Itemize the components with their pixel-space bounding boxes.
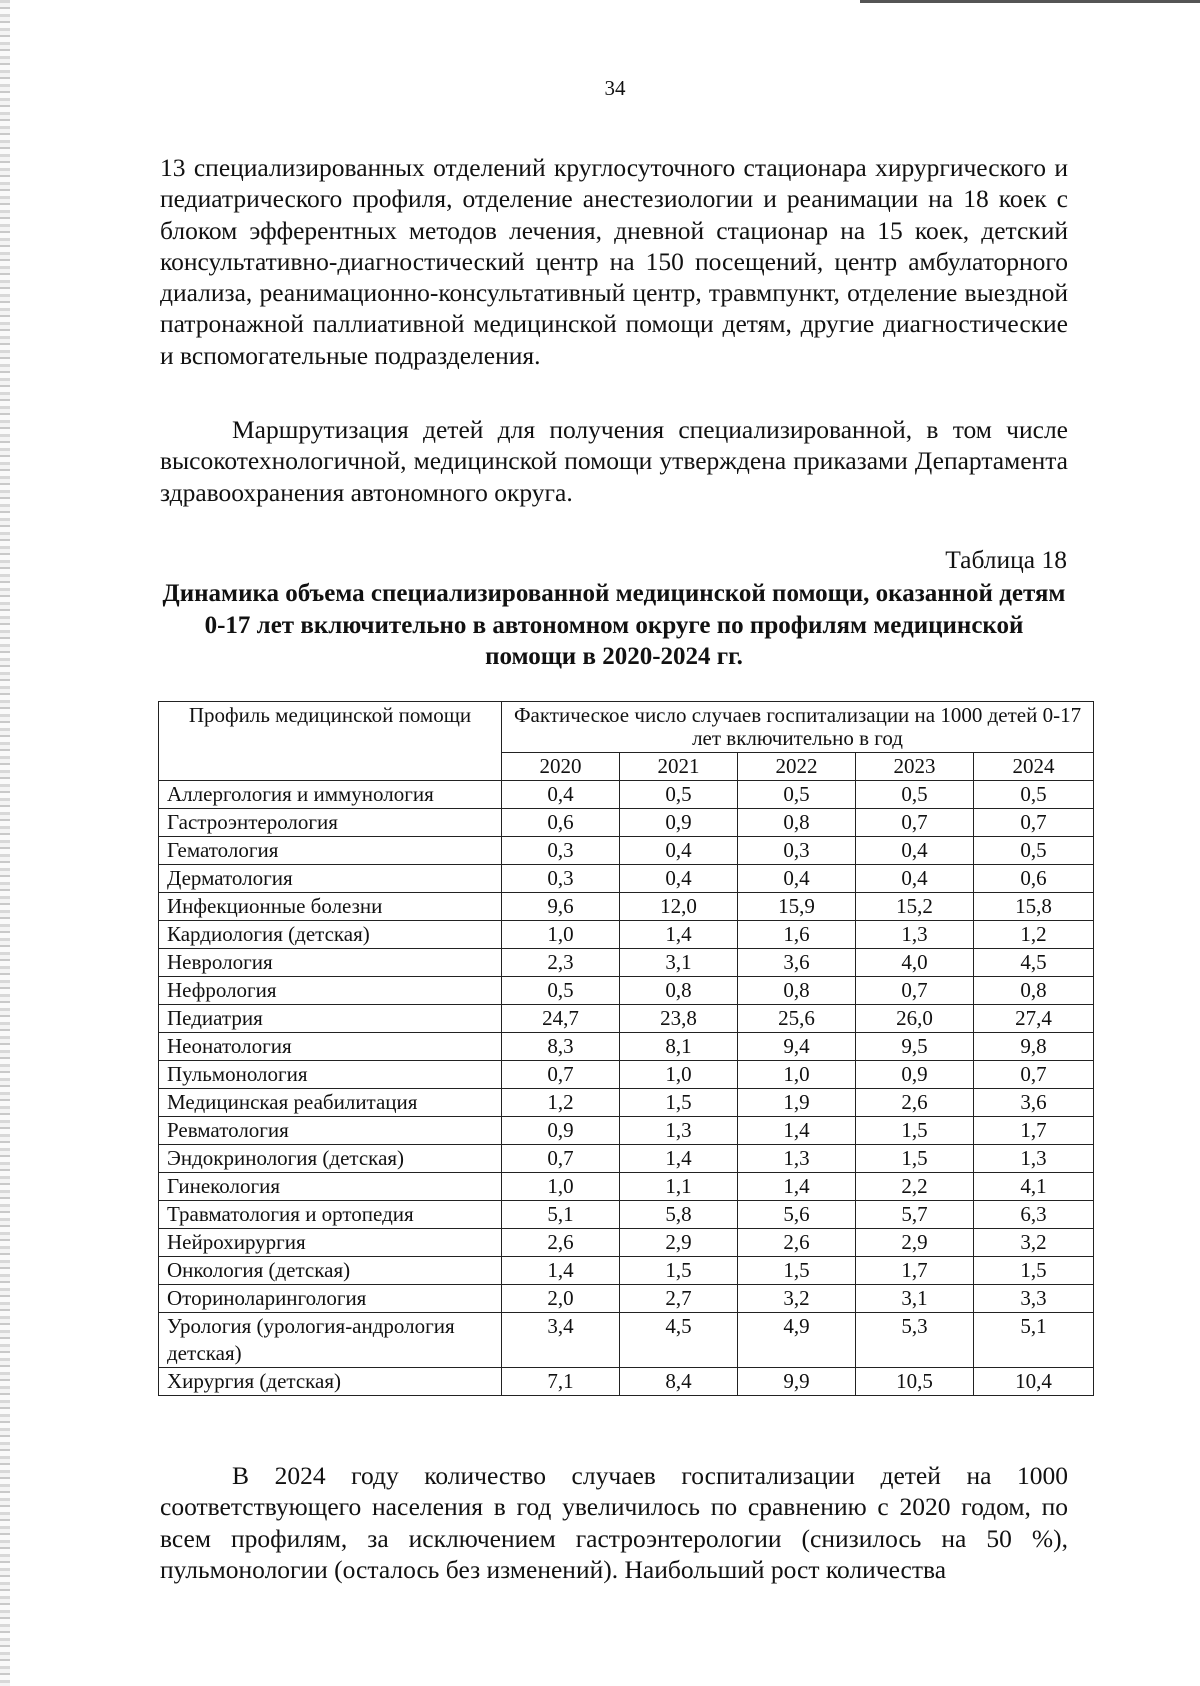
table-row [159, 1005, 1094, 1033]
profile-cell: Неонатология [159, 1033, 502, 1061]
value-cell: 15,8 [974, 893, 1094, 921]
table-row [159, 1201, 1094, 1229]
value-cell: 2,9 [856, 1229, 974, 1257]
value-cell: 1,5 [620, 1257, 738, 1285]
value-cell: 0,8 [620, 977, 738, 1005]
value-cell: 0,4 [502, 781, 620, 809]
value-cell: 9,8 [974, 1033, 1094, 1061]
value-cell: 1,4 [502, 1257, 620, 1285]
table-title: Динамика объема специализированной медицинской помощи, оказанной детям 0-17 лет включительно в автономном округе по профилям медицинской помощи в 2020-2024 гг. [162, 580, 1066, 670]
value-cell: 1,5 [620, 1089, 738, 1117]
value-cell: 3,2 [974, 1229, 1094, 1257]
value-cell: 10,4 [974, 1368, 1094, 1396]
value-cell: 1,7 [856, 1257, 974, 1285]
value-cell: 5,1 [974, 1313, 1094, 1368]
paragraph-1: 13 специализированных отделений круглосуточного стационара хирургического и педиатрического профиля, отделение анестезиологии и реанимации на 18 коек с блоком эфферентных методов лечения, дневной стационар на 15 коек, детский консультативно-диагностический центр на 150 посещений, центр амбулаторного диализа, реанимационно-консультативный центр, травмпункт, отделение выездной патронажной паллиативной медицинской помощи детям, другие диагностические и вспомогательные подразделения. [160, 153, 1068, 370]
table-row [159, 1313, 1094, 1368]
data-table [158, 701, 1094, 1396]
table-row [159, 1229, 1094, 1257]
header-year: 2024 [974, 753, 1094, 781]
value-cell: 4,5 [974, 949, 1094, 977]
table-body [159, 781, 1094, 1396]
table-row [159, 1173, 1094, 1201]
value-cell: 4,9 [738, 1313, 856, 1368]
scan-edge-top [860, 0, 1200, 3]
table-row [159, 1257, 1094, 1285]
value-cell: 0,7 [856, 809, 974, 837]
value-cell: 26,0 [856, 1005, 974, 1033]
value-cell: 3,3 [974, 1285, 1094, 1313]
value-cell: 1,4 [620, 921, 738, 949]
profile-cell: Нейрохирургия [159, 1229, 502, 1257]
profile-cell: Аллергология и иммунология [159, 781, 502, 809]
header-group: Фактическое число случаев госпитализации на 1000 детей 0-17 лет включительно в год [502, 702, 1094, 753]
value-cell: 0,8 [738, 809, 856, 837]
header-year: 2020 [502, 753, 620, 781]
value-cell: 2,6 [856, 1089, 974, 1117]
profile-cell: Урология (урология-андрология детская) [159, 1313, 502, 1368]
value-cell: 2,3 [502, 949, 620, 977]
value-cell: 15,2 [856, 893, 974, 921]
value-cell: 1,4 [620, 1145, 738, 1173]
value-cell: 0,3 [738, 837, 856, 865]
value-cell: 3,6 [974, 1089, 1094, 1117]
value-cell: 1,5 [738, 1257, 856, 1285]
value-cell: 0,6 [502, 809, 620, 837]
profile-cell: Неврология [159, 949, 502, 977]
value-cell: 2,9 [620, 1229, 738, 1257]
value-cell: 2,7 [620, 1285, 738, 1313]
value-cell: 1,0 [620, 1061, 738, 1089]
value-cell: 9,4 [738, 1033, 856, 1061]
table-row [159, 977, 1094, 1005]
value-cell: 5,6 [738, 1201, 856, 1229]
profile-cell: Травматология и ортопедия [159, 1201, 502, 1229]
value-cell: 4,5 [620, 1313, 738, 1368]
value-cell: 27,4 [974, 1005, 1094, 1033]
value-cell: 15,9 [738, 893, 856, 921]
value-cell: 0,9 [856, 1061, 974, 1089]
profile-cell: Пульмонология [159, 1061, 502, 1089]
value-cell: 8,3 [502, 1033, 620, 1061]
value-cell: 3,1 [620, 949, 738, 977]
value-cell: 3,2 [738, 1285, 856, 1313]
value-cell: 0,7 [502, 1145, 620, 1173]
value-cell: 8,1 [620, 1033, 738, 1061]
header-year: 2021 [620, 753, 738, 781]
value-cell: 0,4 [620, 837, 738, 865]
value-cell: 1,2 [974, 921, 1094, 949]
value-cell: 0,8 [974, 977, 1094, 1005]
value-cell: 1,3 [620, 1117, 738, 1145]
value-cell: 0,9 [620, 809, 738, 837]
value-cell: 0,7 [974, 1061, 1094, 1089]
value-cell: 1,0 [502, 921, 620, 949]
value-cell: 8,4 [620, 1368, 738, 1396]
value-cell: 1,9 [738, 1089, 856, 1117]
profile-cell: Дерматология [159, 865, 502, 893]
value-cell: 0,6 [974, 865, 1094, 893]
value-cell: 0,7 [974, 809, 1094, 837]
profile-cell: Онкология (детская) [159, 1257, 502, 1285]
value-cell: 6,3 [974, 1201, 1094, 1229]
profile-cell: Хирургия (детская) [159, 1368, 502, 1396]
value-cell: 0,9 [502, 1117, 620, 1145]
value-cell: 3,6 [738, 949, 856, 977]
table-number: Таблица 18 [945, 545, 1067, 574]
value-cell: 0,3 [502, 865, 620, 893]
profile-cell: Педиатрия [159, 1005, 502, 1033]
table-row [159, 837, 1094, 865]
value-cell: 1,3 [738, 1145, 856, 1173]
value-cell: 0,5 [974, 781, 1094, 809]
value-cell: 1,3 [856, 921, 974, 949]
value-cell: 0,4 [856, 865, 974, 893]
value-cell: 0,4 [738, 865, 856, 893]
table-row [159, 1285, 1094, 1313]
value-cell: 3,1 [856, 1285, 974, 1313]
table-row [159, 949, 1094, 977]
paragraph-3: В 2024 году количество случаев госпитализации детей на 1000 соответствующего населения в год увеличилось по сравнению с 2020 годом, по всем профилям, за исключением гастроэнтерологии (снизилось на 50 %), пульмонологии (осталось без изменений). Наибольший рост количества [160, 1461, 1068, 1584]
value-cell: 0,5 [502, 977, 620, 1005]
table-row [159, 781, 1094, 809]
value-cell: 0,5 [620, 781, 738, 809]
value-cell: 1,3 [974, 1145, 1094, 1173]
value-cell: 2,2 [856, 1173, 974, 1201]
profile-cell: Медицинская реабилитация [159, 1089, 502, 1117]
value-cell: 5,7 [856, 1201, 974, 1229]
value-cell: 5,1 [502, 1201, 620, 1229]
value-cell: 4,1 [974, 1173, 1094, 1201]
value-cell: 1,0 [502, 1173, 620, 1201]
value-cell: 23,8 [620, 1005, 738, 1033]
profile-cell: Гинекология [159, 1173, 502, 1201]
table-row [159, 1061, 1094, 1089]
value-cell: 1,1 [620, 1173, 738, 1201]
table-row [159, 1033, 1094, 1061]
table-row [159, 1368, 1094, 1396]
table-row [159, 1117, 1094, 1145]
header-profile: Профиль медицинской помощи [159, 702, 502, 781]
profile-cell: Кардиология (детская) [159, 921, 502, 949]
value-cell: 0,5 [974, 837, 1094, 865]
value-cell: 2,6 [502, 1229, 620, 1257]
table-row [159, 1089, 1094, 1117]
value-cell: 0,8 [738, 977, 856, 1005]
table-row [159, 893, 1094, 921]
header-year: 2022 [738, 753, 856, 781]
profile-cell: Оториноларингология [159, 1285, 502, 1313]
profile-cell: Инфекционные болезни [159, 893, 502, 921]
table-row [159, 921, 1094, 949]
value-cell: 9,5 [856, 1033, 974, 1061]
value-cell: 10,5 [856, 1368, 974, 1396]
value-cell: 25,6 [738, 1005, 856, 1033]
profile-cell: Ревматология [159, 1117, 502, 1145]
value-cell: 24,7 [502, 1005, 620, 1033]
profile-cell: Гастроэнтерология [159, 809, 502, 837]
header-year: 2023 [856, 753, 974, 781]
value-cell: 1,0 [738, 1061, 856, 1089]
value-cell: 9,9 [738, 1368, 856, 1396]
value-cell: 1,4 [738, 1117, 856, 1145]
page-number: 34 [604, 76, 626, 100]
profile-cell: Эндокринология (детская) [159, 1145, 502, 1173]
value-cell: 1,2 [502, 1089, 620, 1117]
value-cell: 2,0 [502, 1285, 620, 1313]
value-cell: 0,7 [502, 1061, 620, 1089]
value-cell: 1,7 [974, 1117, 1094, 1145]
value-cell: 0,5 [856, 781, 974, 809]
value-cell: 5,3 [856, 1313, 974, 1368]
paragraph-2: Маршрутизация детей для получения специализированной, в том числе высокотехнологичной, медицинской помощи утверждена приказами Департамента здравоохранения автономного округа. [160, 415, 1068, 507]
value-cell: 0,4 [856, 837, 974, 865]
value-cell: 1,6 [738, 921, 856, 949]
value-cell: 9,6 [502, 893, 620, 921]
value-cell: 2,6 [738, 1229, 856, 1257]
scan-edge [0, 0, 10, 1686]
value-cell: 0,3 [502, 837, 620, 865]
value-cell: 1,5 [856, 1145, 974, 1173]
profile-cell: Гематология [159, 837, 502, 865]
value-cell: 1,4 [738, 1173, 856, 1201]
table-row [159, 865, 1094, 893]
value-cell: 5,8 [620, 1201, 738, 1229]
table-row [159, 809, 1094, 837]
profile-cell: Нефрология [159, 977, 502, 1005]
value-cell: 1,5 [856, 1117, 974, 1145]
value-cell: 4,0 [856, 949, 974, 977]
value-cell: 3,4 [502, 1313, 620, 1368]
table-row [159, 1145, 1094, 1173]
value-cell: 12,0 [620, 893, 738, 921]
value-cell: 0,4 [620, 865, 738, 893]
value-cell: 1,5 [974, 1257, 1094, 1285]
value-cell: 0,7 [856, 977, 974, 1005]
value-cell: 7,1 [502, 1368, 620, 1396]
value-cell: 0,5 [738, 781, 856, 809]
